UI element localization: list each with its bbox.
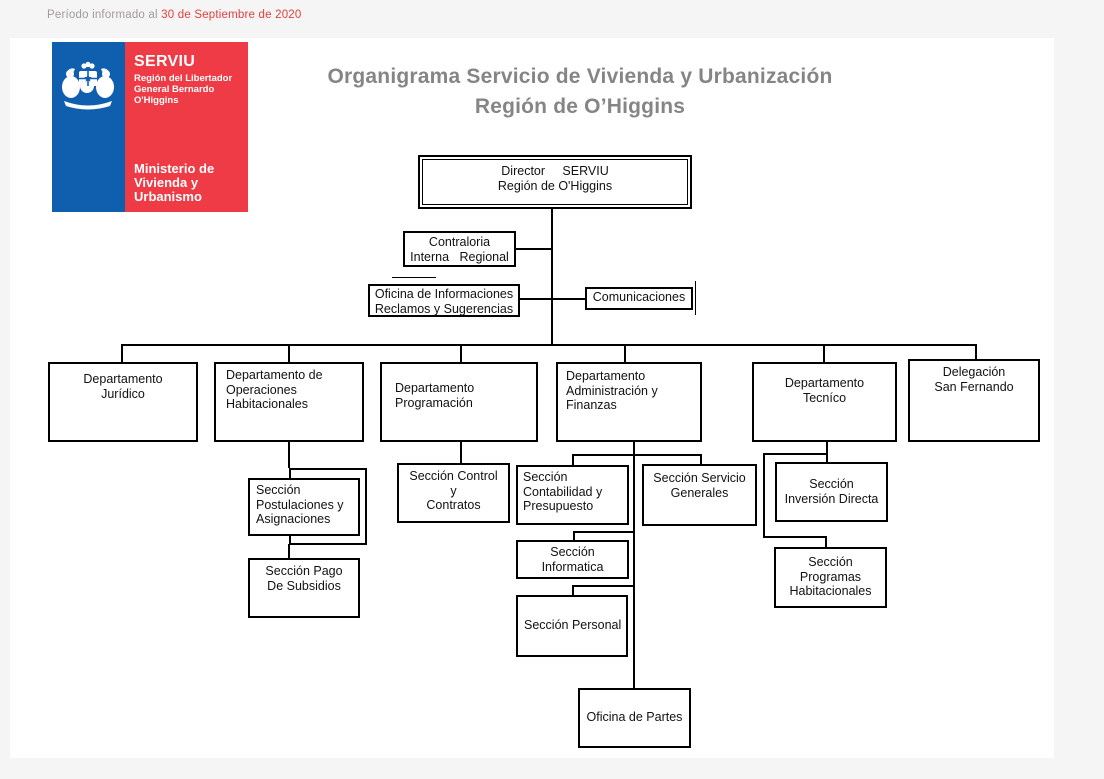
connector-administracion-trunk [633,442,635,688]
connector-drop-delegacion [975,344,977,359]
connector-drop-tecnico [823,344,825,362]
node-departamento-juridico: Departamento Jurídico [48,362,198,442]
node-oficina-informaciones: Oficina de Informaciones Reclamos y Sugerencias [368,284,520,317]
artifact-comunicaciones-shadow [695,281,696,315]
connector-drop-programas [825,536,827,547]
connector-oficina-comunicaciones [520,298,585,300]
connector-contraloria [516,248,551,250]
connector-drop-administracion [624,344,626,362]
logo-region-label: Región del Libertador General Bernardo O'Higgins [134,73,233,106]
chile-coat-of-arms-icon [60,60,116,115]
connector-drop-pago [288,544,290,558]
node-contraloria: Contraloria Interna Regional [403,231,516,267]
connector-personal-v [572,585,574,595]
connector-drop-servicios-generales [700,454,702,464]
node-seccion-programas-habitacionales: Sección Programas Habitacionales [774,547,887,608]
connector-drop-operaciones [288,344,290,362]
connector-drop-control [460,442,462,463]
connector-administracion-tee [572,454,702,456]
connector-tecnico-bypass-h2 [763,536,827,538]
node-seccion-contabilidad-presupuesto: Sección Contabilidad y Presupuesto [516,465,629,525]
node-seccion-control-contratos: Sección Control y Contratos [397,463,510,523]
node-director-label: Director SERVIU Región de O'Higgins [422,159,688,205]
logo-blue-panel [52,42,125,212]
connector-drop-inversion [826,442,828,462]
period-date: 30 de Septiembre de 2020 [161,9,302,21]
node-director [418,155,692,209]
serviu-ministry-logo [52,42,248,212]
logo-serviu-label: SERVIU [134,53,196,70]
connector-informatica-v [573,531,575,540]
node-oficina-de-partes: Oficina de Partes [578,688,691,748]
node-delegacion-san-fernando: Delegación San Fernando [908,359,1040,442]
connector-drop-juridico [121,344,123,362]
connector-drop-programacion [460,344,462,362]
node-departamento-programacion: Departamento Programación [380,362,538,442]
node-seccion-personal: Sección Personal [516,595,628,657]
node-seccion-servicios-generales: Sección Servicio Generales [642,464,757,526]
node-departamento-operaciones: Departamento de Operaciones Habitacionales [214,362,364,442]
node-seccion-inversion-directa: Sección Inversión Directa [775,462,888,522]
page-title-line2: Región de O’Higgins [474,95,686,118]
connector-tecnico-bypass-h1 [763,453,828,455]
period-label: Período informado al [47,9,162,21]
logo-ministry-label: Ministerio de Vivienda y Urbanismo [134,161,215,204]
node-departamento-administracion-finanzas: Departamento Administración y Finanzas [556,362,702,442]
connector-tecnico-bypass-v1 [763,453,765,538]
connector-distribution-line [121,344,977,346]
node-seccion-informatica: Sección Informatica [516,540,629,579]
connector-drop-postulaciones [288,442,290,468]
node-seccion-pago-subsidios: Sección Pago De Subsidios [248,558,360,618]
artifact-oficina-stray-line [392,277,436,278]
page-title-line1: Organigrama Servicio de Vivienda y Urbanización [327,65,833,88]
connector-personal-h [572,585,635,587]
connector-informatica-h [573,531,635,533]
connector-drop-contabilidad [572,454,574,465]
node-seccion-postulaciones: Sección Postulaciones y Asignaciones [248,478,360,536]
node-comunicaciones: Comunicaciones [585,287,693,310]
period-meta-bar [47,9,302,21]
page-title [250,62,910,122]
node-departamento-tecnico: Departamento Tecníco [752,362,897,442]
connector-director-trunk [551,209,553,344]
logo-red-panel [125,42,248,212]
